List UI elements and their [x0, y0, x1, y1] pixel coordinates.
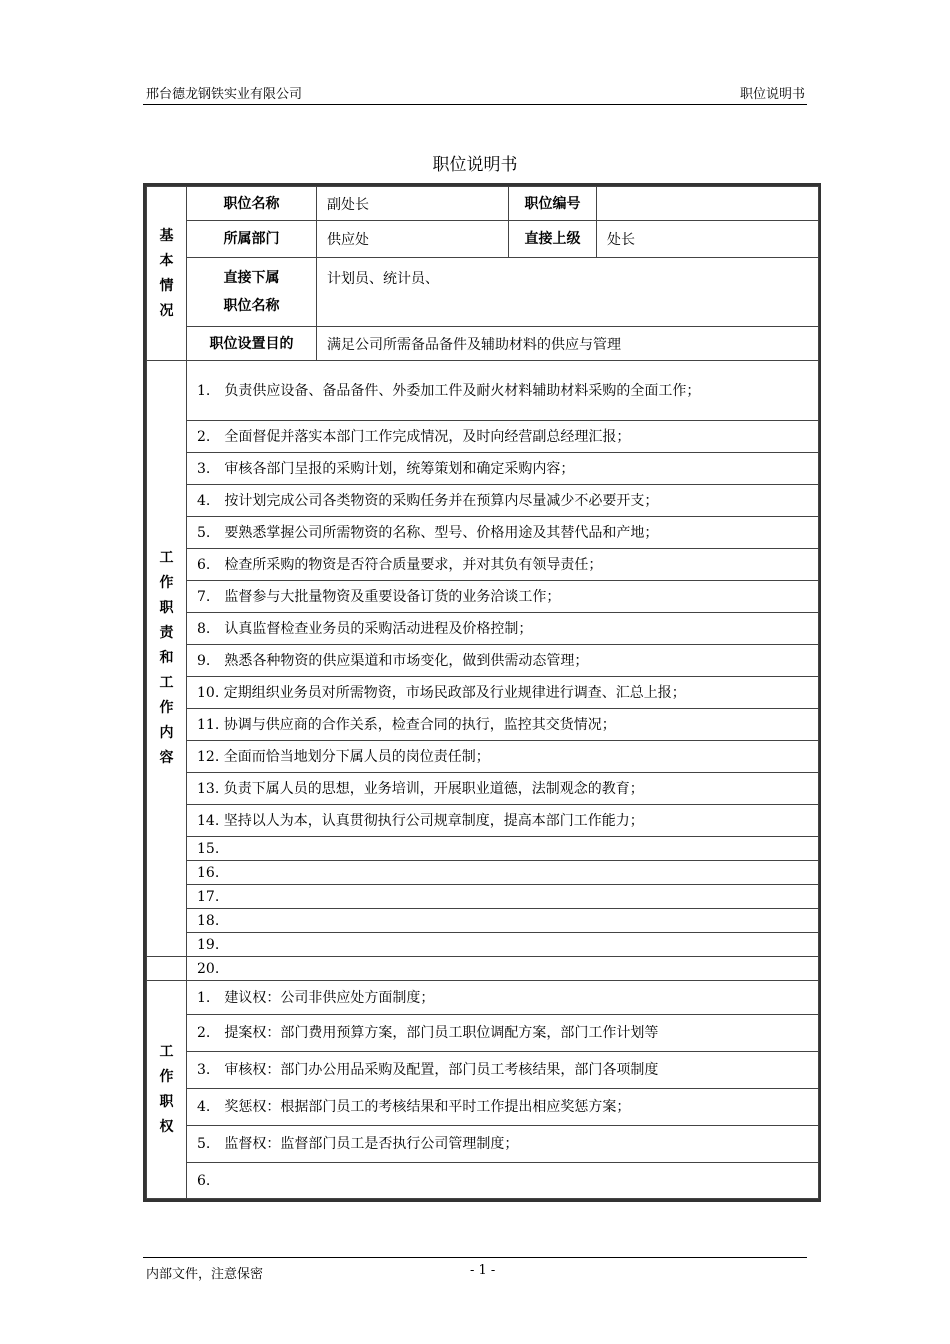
- duty-item: 19.: [187, 933, 819, 957]
- subordinates-label: 直接下属 职位名称: [187, 258, 317, 327]
- authority-item: 3. 审核权：部门办公用品采购及配置，部门员工考核结果，部门各项制度: [187, 1052, 819, 1089]
- superior-label: 直接上级: [509, 221, 597, 258]
- subordinates-value: 计划员、统计员、: [317, 258, 819, 327]
- header-company: 邢台德龙钢铁实业有限公司: [146, 87, 303, 102]
- purpose-value: 满足公司所需备品备件及辅助材料的供应与管理: [317, 327, 819, 361]
- duty-item: 18.: [187, 909, 819, 933]
- superior-value: 处长: [597, 221, 819, 258]
- duty-item: 3. 审核各部门呈报的采购计划，统筹策划和确定采购内容；: [187, 453, 819, 485]
- position-name-value: 副处长: [317, 187, 509, 221]
- authority-item: 2. 提案权：部门费用预算方案，部门员工职位调配方案，部门工作计划等: [187, 1015, 819, 1052]
- duty-item: 16.: [187, 861, 819, 885]
- empty-side-cell: [147, 957, 187, 981]
- job-description-table: [146, 186, 819, 1199]
- authority-item: 6.: [187, 1163, 819, 1199]
- footer-confidential: 内部文件，注意保密: [146, 1267, 264, 1282]
- duty-item: 7. 监督参与大批量物资及重要设备订货的业务洽谈工作；: [187, 581, 819, 613]
- authority-item: 4. 奖惩权：根据部门员工的考核结果和平时工作提出相应奖惩方案；: [187, 1089, 819, 1126]
- section-duties: 工 作 职 责 和 工 作 内 容: [147, 361, 187, 957]
- duty-item: 9. 熟悉各种物资的供应渠道和市场变化，做到供需动态管理；: [187, 645, 819, 677]
- duty-item: 13. 负责下属人员的思想，业务培训，开展职业道德，法制观念的教育；: [187, 773, 819, 805]
- footer-page-number: - 1 -: [470, 1263, 496, 1278]
- duty-item: 8. 认真监督检查业务员的采购活动进程及价格控制；: [187, 613, 819, 645]
- document-title: 职位说明书: [432, 155, 518, 175]
- duty-item: 6. 检查所采购的物资是否符合质量要求，并对其负有领导责任；: [187, 549, 819, 581]
- duty-item: 2. 全面督促并落实本部门工作完成情况，及时向经营副总经理汇报；: [187, 421, 819, 453]
- duty-item: 11. 协调与供应商的合作关系，检查合同的执行，监控其交货情况；: [187, 709, 819, 741]
- authority-item: 1. 建议权：公司非供应处方面制度；: [187, 981, 819, 1015]
- duty-item: 1. 负责供应设备、备品备件、外委加工件及耐火材料辅助材料采购的全面工作；: [187, 361, 819, 421]
- job-description-form: [143, 183, 821, 1202]
- position-name-label: 职位名称: [187, 187, 317, 221]
- duty-item: 12. 全面而恰当地划分下属人员的岗位责任制；: [187, 741, 819, 773]
- purpose-label: 职位设置目的: [187, 327, 317, 361]
- header-rule: [143, 104, 807, 105]
- duty-item: 5. 要熟悉掌握公司所需物资的名称、型号、价格用途及其替代品和产地；: [187, 517, 819, 549]
- duty-item: 17.: [187, 885, 819, 909]
- header-doc-type: 职位说明书: [739, 87, 805, 102]
- department-value: 供应处: [317, 221, 509, 258]
- authority-item: 5. 监督权：监督部门员工是否执行公司管理制度；: [187, 1126, 819, 1163]
- section-basic-info: 基 本 情 况: [147, 187, 187, 361]
- footer-rule: [143, 1257, 807, 1258]
- duty-item: 4. 按计划完成公司各类物资的采购任务并在预算内尽量减少不必要开支；: [187, 485, 819, 517]
- section-authority: 工 作 职 权: [147, 981, 187, 1199]
- position-code-label: 职位编号: [509, 187, 597, 221]
- department-label: 所属部门: [187, 221, 317, 258]
- duty-item: 15.: [187, 837, 819, 861]
- position-code-value: [597, 187, 819, 221]
- duty-item: 14. 坚持以人为本，认真贯彻执行公司规章制度，提高本部门工作能力；: [187, 805, 819, 837]
- duty-item: 20.: [187, 957, 819, 981]
- duty-item: 10. 定期组织业务员对所需物资，市场民政部及行业规律进行调查、汇总上报；: [187, 677, 819, 709]
